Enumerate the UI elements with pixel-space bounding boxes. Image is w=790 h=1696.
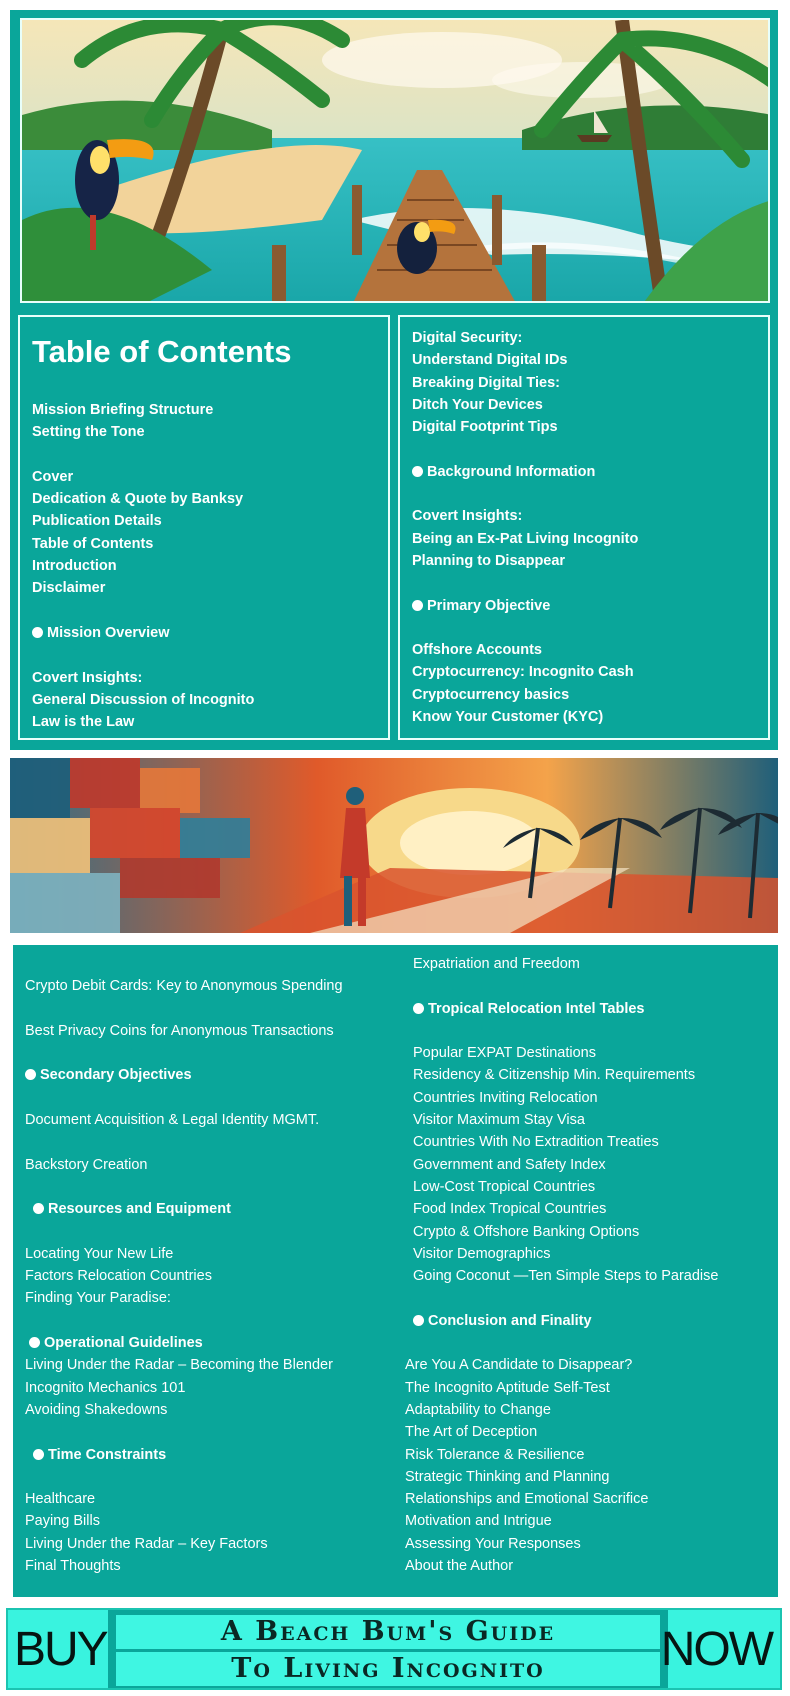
buy-now-banner[interactable] (6, 1608, 782, 1690)
spacer (25, 1421, 395, 1443)
spacer (25, 998, 395, 1020)
beach-hero-image (20, 18, 770, 303)
spacer (25, 1221, 395, 1243)
toc-entry: Paying Bills (25, 1513, 100, 1530)
toc-entry: Best Privacy Coins for Anonymous Transactions (25, 1022, 334, 1039)
toc-entry: Countries With No Extradition Treaties (413, 1134, 659, 1151)
toc-entry: Adaptability to Change (405, 1401, 551, 1418)
toc-entry: Law is the Law (32, 714, 135, 731)
toc-entry: Popular EXPAT Destinations (413, 1045, 596, 1062)
now-label[interactable]: NOW (660, 1623, 772, 1676)
toc-entry: Digital Security: (412, 330, 523, 346)
toc-entry: Healthcare (25, 1491, 96, 1508)
toc-entry: Introduction (32, 558, 117, 575)
toc-entry: Cryptocurrency: Incognito Cash (412, 664, 634, 681)
toc-entry: Covert Insights: (32, 669, 143, 686)
toc-section-heading: Primary Objective (412, 595, 756, 617)
spacer (32, 644, 376, 666)
toc-entry: Are You A Candidate to Disappear? (405, 1357, 633, 1374)
toc-entry: Setting the Tone (32, 424, 145, 441)
toc-entry: Mission Briefing Structure (32, 402, 214, 418)
toc-continued-section (13, 945, 778, 1597)
spacer (412, 438, 756, 460)
spacer (413, 1287, 773, 1309)
beach-illustration (22, 20, 770, 303)
toc-entry: Understand Digital IDs (412, 352, 568, 369)
spacer (412, 572, 756, 594)
toc-section-heading: Mission Overview (32, 622, 376, 644)
toc-entry: Risk Tolerance & Resilience (405, 1446, 585, 1463)
toc-section-heading: Time Constraints (33, 1444, 395, 1466)
toc-entry: Planning to Disappear (412, 552, 566, 569)
toc-entry: Backstory Creation (25, 1156, 148, 1173)
toc-entry: Assessing Your Responses (405, 1535, 581, 1552)
toc-entry: Low-Cost Tropical Countries (413, 1178, 596, 1195)
spacer (413, 1020, 773, 1042)
toc-entry: Motivation and Intrigue (405, 1513, 552, 1530)
toc-section-heading: Operational Guidelines (29, 1332, 395, 1354)
toc-entry: Ditch Your Devices (412, 396, 543, 413)
toc-entry: Locating Your New Life (25, 1245, 174, 1262)
spacer (412, 617, 756, 639)
toc-entry: Visitor Maximum Stay Visa (413, 1112, 585, 1129)
toc-entry: About the Author (405, 1558, 514, 1575)
toc-section-heading: Secondary Objectives (25, 1064, 395, 1086)
toc-entry: Digital Footprint Tips (412, 419, 558, 436)
spacer (25, 1131, 395, 1153)
toc-entry: Cryptocurrency basics (412, 686, 570, 703)
toc-entry: Finding Your Paradise: (25, 1290, 171, 1307)
toc-entry: Offshore Accounts (412, 642, 542, 659)
toc-entry: Cover (32, 468, 74, 485)
spacer (413, 1332, 773, 1354)
book-title-box (108, 1610, 668, 1688)
toc-entry: Know Your Customer (KYC) (412, 709, 604, 726)
toc-entry: Publication Details (32, 513, 162, 530)
toc-entry: Breaking Digital Ties: (412, 374, 560, 391)
spacer (25, 1176, 395, 1198)
spacer (25, 1310, 395, 1332)
toc-entry: Living Under the Radar – Becoming the Blender (25, 1357, 333, 1374)
toc-section-heading: Tropical Relocation Intel Tables (413, 998, 773, 1020)
toc-column-right (398, 315, 770, 740)
spacer (25, 1042, 395, 1064)
toc-entry: Relationships and Emotional Sacrifice (405, 1491, 649, 1508)
toc-entry: Being an Ex-Pat Living Incognito (412, 530, 639, 547)
toc-entry: Visitor Demographics (413, 1245, 551, 1262)
toc-entry: Countries Inviting Relocation (413, 1089, 598, 1106)
toc-entry: Factors Relocation Countries (25, 1268, 212, 1285)
toc-entry: General Discussion of Incognito (32, 691, 255, 708)
toc-entry: Final Thoughts (25, 1558, 121, 1575)
toc-title: Table of Contents (32, 334, 292, 369)
book-title-line-2: To Living Incognito (116, 1652, 660, 1686)
toc-section-heading: Conclusion and Finality (413, 1310, 773, 1332)
toc-section-heading: Resources and Equipment (33, 1198, 395, 1220)
toc-entry: Living Under the Radar – Key Factors (25, 1535, 268, 1552)
toc-entry: Table of Contents (32, 535, 154, 552)
abstract-walk-illustration (10, 758, 778, 933)
toc-section-heading: Background Information (412, 461, 756, 483)
toc-list-right (412, 327, 756, 728)
abstract-banner-image (10, 758, 778, 933)
toc-entry: Expatriation and Freedom (413, 956, 580, 972)
spacer (25, 953, 395, 975)
buy-label[interactable]: BUY (14, 1623, 107, 1676)
toc-list-left (32, 399, 376, 733)
toc-entry: The Art of Deception (405, 1424, 538, 1441)
book-title-line-1: A Beach Bum's Guide (116, 1615, 660, 1649)
toc-entry: Incognito Mechanics 101 (25, 1379, 186, 1396)
toc-entry: Strategic Thinking and Planning (405, 1468, 610, 1485)
toc-entry: Document Acquisition & Legal Identity MGMT. (25, 1112, 320, 1129)
toc-entry: Avoiding Shakedowns (25, 1401, 168, 1418)
spacer (25, 1466, 395, 1488)
spacer (413, 975, 773, 997)
toc-entry: Covert Insights: (412, 508, 523, 525)
toc-continued-right (405, 953, 773, 1577)
toc-entry: Crypto Debit Cards: Key to Anonymous Spending (25, 978, 343, 995)
toc-entry: Residency & Citizenship Min. Requirements (413, 1067, 696, 1084)
toc-column-left (18, 315, 390, 740)
spacer (412, 483, 756, 505)
toc-entry: Dedication & Quote by Banksy (32, 491, 244, 508)
toc-section (10, 10, 778, 750)
toc-entry: Government and Safety Index (413, 1156, 606, 1173)
toc-entry: The Incognito Aptitude Self-Test (405, 1379, 610, 1396)
toc-continued-left (25, 953, 395, 1577)
toc-entry: Crypto & Offshore Banking Options (413, 1223, 640, 1240)
spacer (32, 600, 376, 622)
toc-entry: Going Coconut —Ten Simple Steps to Paradise (413, 1268, 719, 1285)
spacer (32, 444, 376, 466)
toc-entry: Food Index Tropical Countries (413, 1201, 607, 1218)
spacer (25, 1087, 395, 1109)
toc-entry: Disclaimer (32, 580, 106, 597)
